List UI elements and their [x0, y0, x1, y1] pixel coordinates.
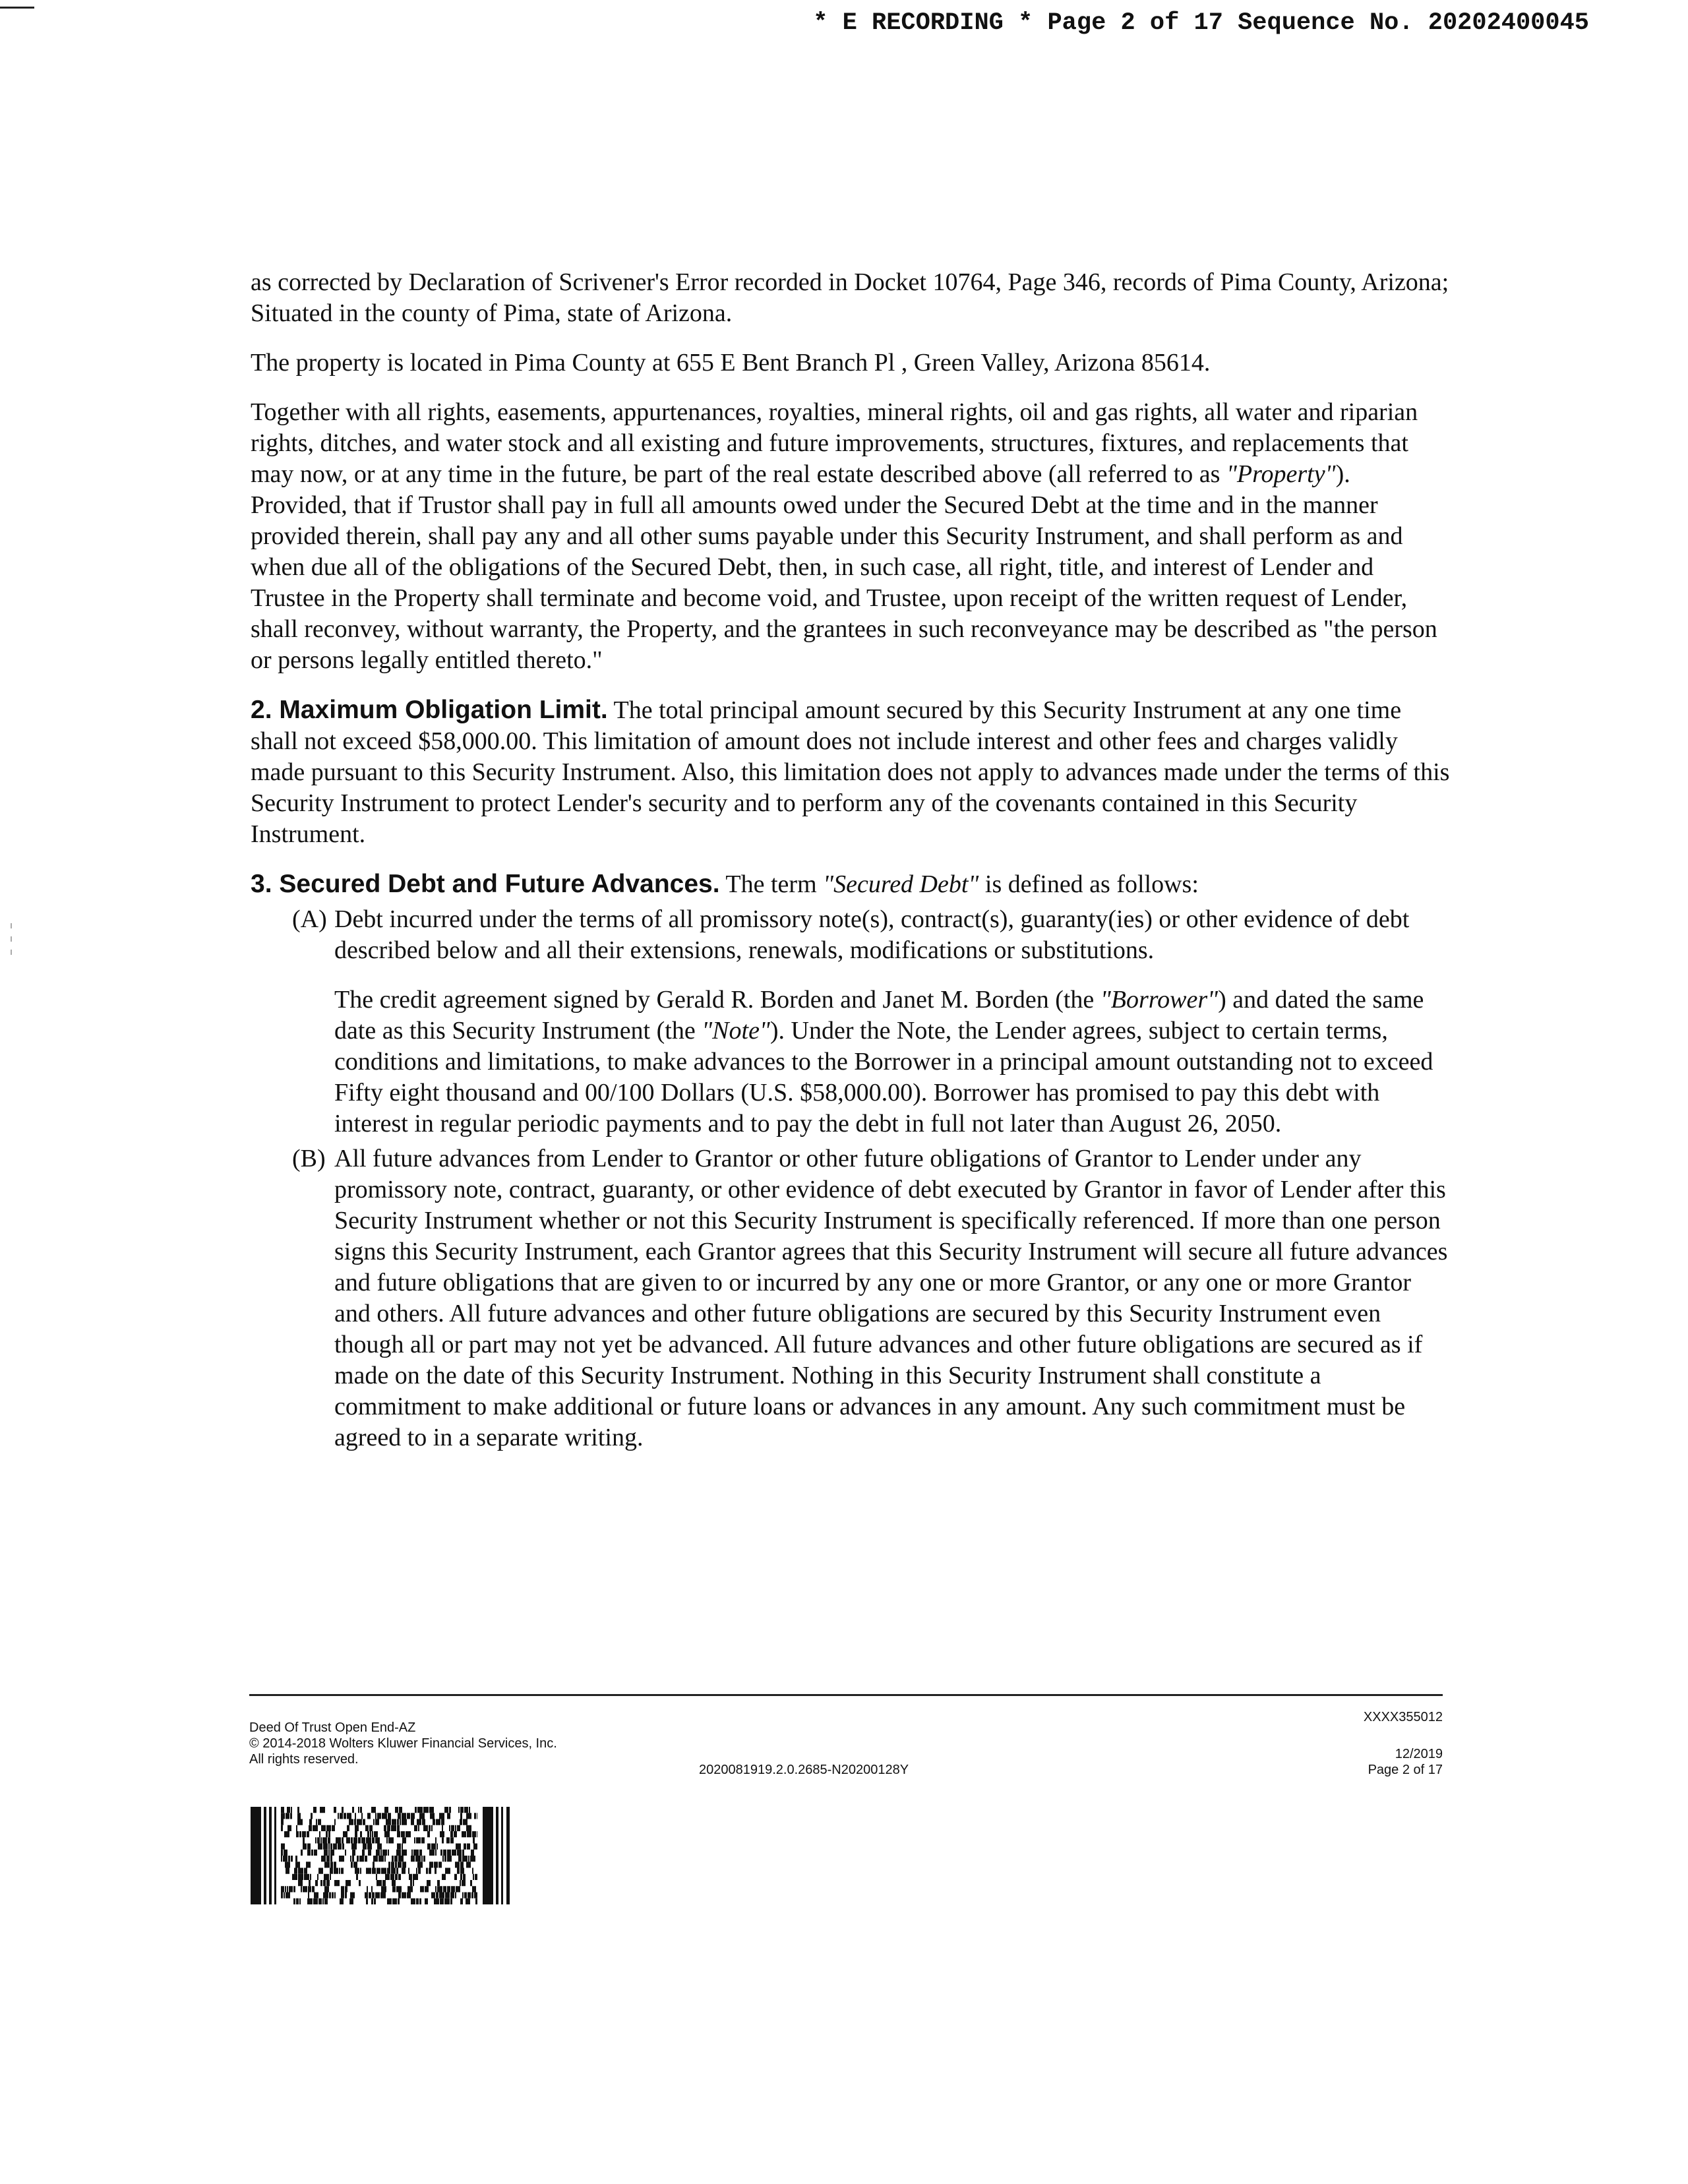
section-2-title: 2. Maximum Obligation Limit.: [251, 696, 608, 724]
section-3-title: 3. Secured Debt and Future Advances.: [251, 870, 720, 898]
account-number: XXXX355012: [1363, 1710, 1443, 1724]
credit-agreement-text-cont: ) and dated the same date as this Security Instrument (the: [334, 986, 1424, 1045]
footer-page-number: Page 2 of 17: [1368, 1763, 1443, 1777]
paragraph-legal-description: as corrected by Declaration of Scrivener's Error recorded in Docket 10764, Page 346, records of Pima County, Arizona; Situated in the county of Pima, state of Arizona.: [251, 268, 1449, 327]
subsection-a-text: Debt incurred under the terms of all promissory note(s), contract(s), guaranty(ies) or other evidence of debt described below and all their extensions, renewals, modifications or substitutions.: [334, 905, 1410, 964]
section-3: [251, 868, 1451, 900]
subsection-a-label: (A): [292, 905, 327, 933]
footer-right: [1364, 1709, 1443, 1778]
form-name: Deed Of Trust Open End-AZ: [249, 1720, 416, 1735]
section-3-text: The term: [719, 870, 824, 898]
section-2-text: The total principal amount secured by this Security Instrument at any one time shall not exceed $58,000.00. This limitation of amount does not include interest and other fees and charges validly made pursuant to this Security Instrument. Also, this limitation does not apply to advances made under the terms of this Security Instrument to protect Lender's security and to perform any of the covenants contained in this Security Instrument.: [251, 696, 1450, 848]
section-3-text-cont: is defined as follows:: [979, 870, 1199, 898]
subsection-a: [251, 904, 1451, 966]
recording-header: * E RECORDING * Page 2 of 17 Sequence No. 20202400045: [813, 9, 1589, 37]
subsection-b-text: All future advances from Lender to Grantor or other future obligations of Grantor to Lender under any promissory note, contract, guaranty, or other evidence of debt executed by Grantor in favor of Lender after this Security Instrument whether or not this Security Instrument is specifically referenced. If more than one person signs this Security Instrument, each Grantor agrees that this Security Instrument will secure all future advances and future obligations that are given to or incurred by any one or more Grantor, or any one or more Grantor and others. All future advances and other future obligations are secured by this Security Instrument even though all or part may not yet be advanced. All future advances and other future obligations are secured as if made on the date of this Security Instrument. Nothing in this Security Instrument shall constitute a commitment to make additional or future loans or advances in any amount. Any such commitment must be agreed to in a separate writing.: [334, 1145, 1448, 1451]
barcode-image: [251, 1807, 514, 1904]
subsection-b: [251, 1143, 1451, 1453]
footer-left: [249, 1720, 557, 1767]
margin-mark: [11, 950, 12, 955]
document-body: [251, 267, 1451, 1472]
property-rights-text-cont: ). Provided, that if Trustor shall pay in full all amounts owed under the Secured Debt at the time and in the manner provided therein, shall pay any and all other sums payable under this Security Instrument, and shall perform as and when due all of the obligations of the Secured Debt, then, in such case, all right, title, and interest of Lender and Trustee in the Property shall terminate and become void, and Trustee, upon receipt of the written request of Lender, shall reconvey, without warranty, the Property, and the grantees in such reconveyance may be described as "the person or persons legally entitled thereto.": [251, 460, 1437, 674]
property-rights-text: Together with all rights, easements, appurtenances, royalties, mineral rights, oil and gas rights, all water and riparian rights, ditches, and water stock and all existing and future improvements, structures, fixtures, and replacements that may now, or at any time in the future, be part of the real estate described above (all referred to as: [251, 398, 1418, 488]
form-date: 12/2019: [1395, 1747, 1443, 1761]
subsection-b-label: (B): [292, 1145, 326, 1172]
copyright: © 2014-2018 Wolters Kluwer Financial Services, Inc.: [249, 1736, 557, 1751]
defined-term-note: "Note": [702, 1017, 770, 1045]
credit-agreement-text-end: ). Under the Note, the Lender agrees, subject to certain terms, conditions and limitations, to make advances to the Borrower in a principal amount outstanding not to exceed Fifty eight thousand and 00/100 Dollars (U.S. $58,000.00). Borrower has promised to pay this debt with interest in regular periodic payments and to pay the debt in full not later than August 26, 2050.: [334, 1017, 1433, 1138]
margin-mark: [11, 936, 12, 942]
section-2: [251, 694, 1451, 850]
document-code: 2020081919.2.0.2685-N20200128Y: [699, 1763, 909, 1777]
footer-rule: [249, 1694, 1443, 1696]
top-edge-mark: [0, 7, 34, 9]
paragraph-property-location: The property is located in Pima County at 655 E Bent Branch Pl , Green Valley, Arizona 85614.: [251, 349, 1211, 377]
credit-agreement-text: The credit agreement signed by Gerald R. Borden and Janet M. Borden (the: [334, 986, 1100, 1014]
defined-term-secured-debt: "Secured Debt": [823, 870, 979, 898]
paragraph-property-rights: [251, 397, 1451, 676]
defined-term-borrower: "Borrower": [1100, 986, 1219, 1014]
defined-term-property: "Property": [1226, 460, 1336, 488]
rights-reserved: All rights reserved.: [249, 1752, 359, 1767]
margin-mark: [11, 923, 12, 928]
subsection-a-detail: [251, 985, 1451, 1139]
